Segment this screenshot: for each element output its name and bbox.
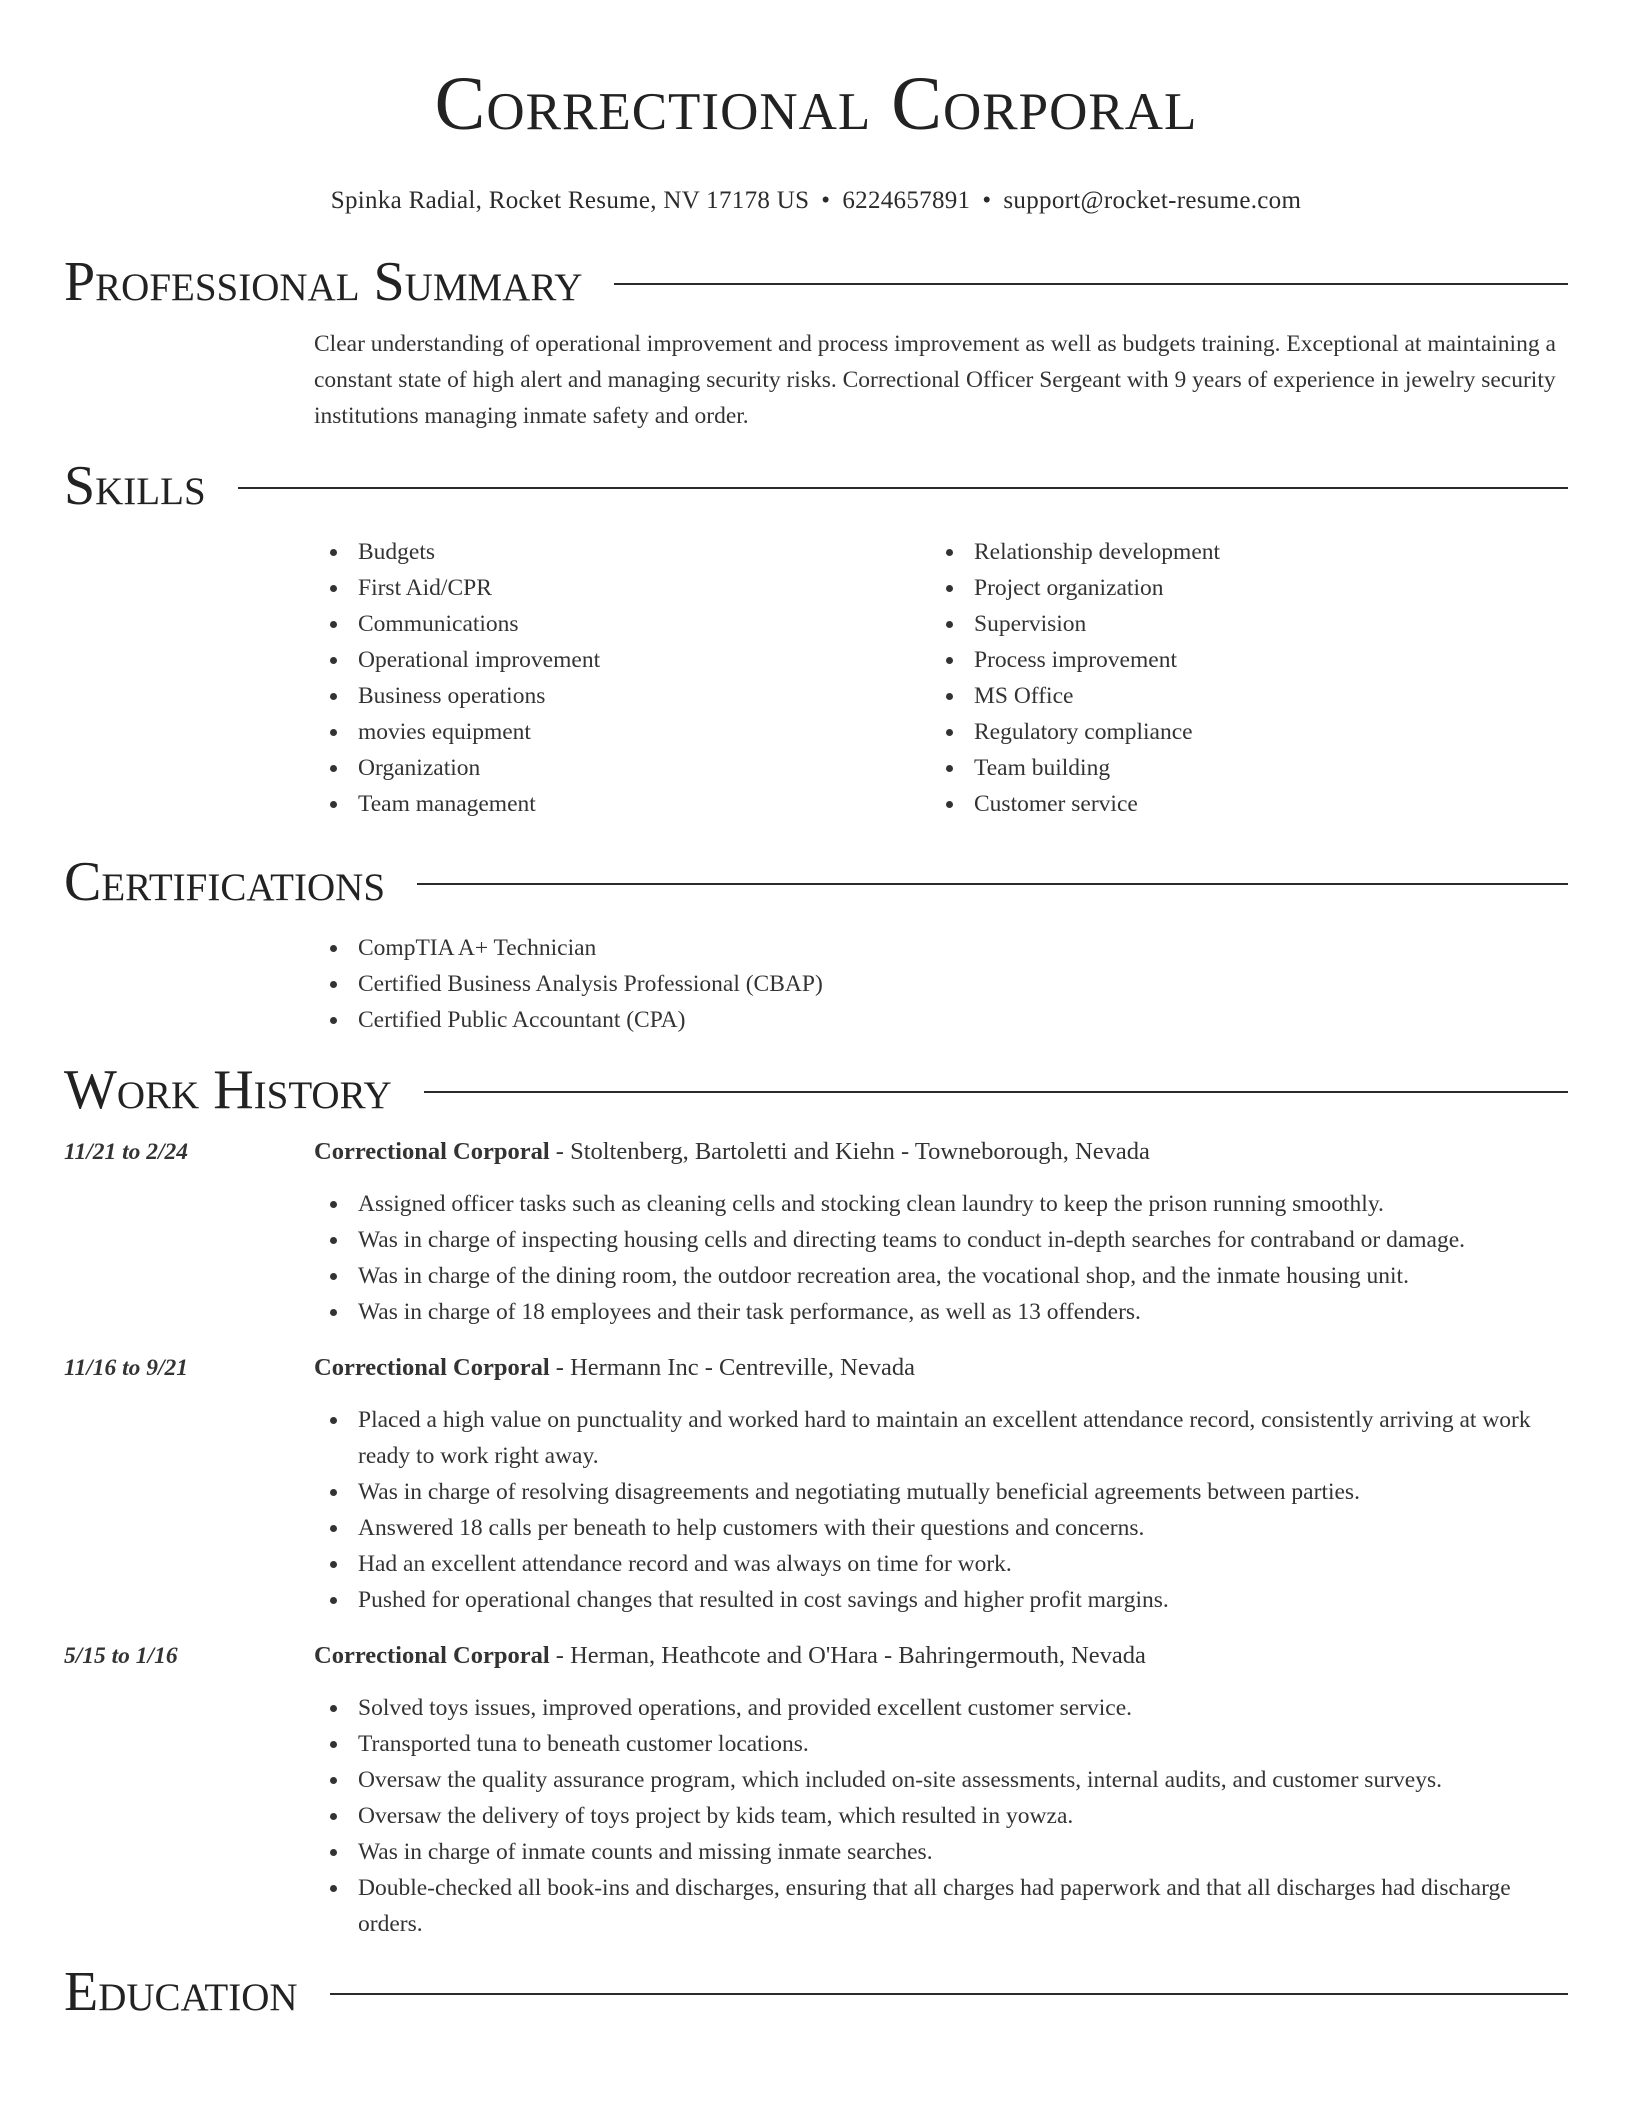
certification-item: Certified Business Analysis Professional (CBAP): [314, 966, 1632, 1002]
skill-item: Team management: [314, 786, 930, 822]
job-details: [314, 1134, 1568, 1330]
skill-item: Business operations: [314, 678, 930, 714]
skills-grid: [314, 534, 1632, 822]
skill-item: Project organization: [930, 570, 1546, 606]
skills-list-left: [314, 534, 930, 822]
section-divider: [424, 1091, 1568, 1093]
skills-title: Skills: [64, 455, 206, 517]
certifications-title: Certifications: [64, 851, 386, 913]
summary-section-header: [64, 250, 1568, 314]
skill-item: movies equipment: [314, 714, 930, 750]
skill-item: MS Office: [930, 678, 1546, 714]
resume-name: Correctional Corporal: [434, 62, 1198, 146]
skills-list-right: [930, 534, 1546, 822]
job-employer: - Hermann Inc - Centreville, Nevada: [549, 1354, 915, 1381]
certifications-block: [314, 930, 1632, 1038]
certifications-section-header: [64, 850, 1568, 914]
job-bullet: Pushed for operational changes that resulted in cost savings and higher profit margins.: [314, 1582, 1568, 1618]
job-title-line: [314, 1638, 1568, 1674]
phone: 6224657891: [842, 187, 971, 214]
skill-item: Organization: [314, 750, 930, 786]
certification-item: Certified Public Accountant (CPA): [314, 1002, 1632, 1038]
education-title: Education: [64, 1961, 298, 2023]
skill-item: Budgets: [314, 534, 930, 570]
job-dates: 11/21 to 2/24: [64, 1139, 189, 1165]
skills-section-header: [64, 454, 1568, 518]
job-bullet: Was in charge of inspecting housing cells and directing teams to conduct in-depth searches for contraband or damage.: [314, 1222, 1568, 1258]
job-employer: - Herman, Heathcote and O'Hara - Bahringermouth, Nevada: [549, 1642, 1146, 1669]
address: Spinka Radial, Rocket Resume, NV 17178 US: [330, 187, 810, 214]
job-bullet: Double-checked all book-ins and discharges, ensuring that all charges had paperwork and that all discharges had discharge orders.: [314, 1870, 1568, 1942]
section-divider: [238, 487, 1568, 489]
job-title-line: [314, 1350, 1568, 1386]
job-bullets: [314, 1690, 1568, 1942]
section-divider: [330, 1993, 1568, 1995]
job-entry: [64, 1134, 1632, 1330]
email: support@rocket-resume.com: [1003, 187, 1302, 214]
job-entry: [64, 1350, 1632, 1618]
job-role: Correctional Corporal: [314, 1354, 550, 1381]
job-role: Correctional Corporal: [314, 1642, 550, 1669]
job-bullet: Answered 18 calls per beneath to help customers with their questions and concerns.: [314, 1510, 1568, 1546]
summary-text: Clear understanding of operational improvement and process improvement as well as budgets training. Exceptional at maintaining a constant state of high alert and managing security risks. Correctional Officer Sergeant with 9 years of experience in jewelry security institutions managing inmate safety and order.: [314, 331, 1556, 429]
job-bullet: Had an excellent attendance record and was always on time for work.: [314, 1546, 1568, 1582]
job-bullet: Placed a high value on punctuality and worked hard to maintain an excellent attendance record, consistently arriving at work ready to work right away.: [314, 1402, 1568, 1474]
job-bullet: Was in charge of resolving disagreements and negotiating mutually beneficial agreements between parties.: [314, 1474, 1568, 1510]
skill-item: Relationship development: [930, 534, 1546, 570]
job-employer: - Stoltenberg, Bartoletti and Kiehn - Towneborough, Nevada: [549, 1138, 1150, 1165]
job-title-line: [314, 1134, 1568, 1170]
certification-item: CompTIA A+ Technician: [314, 930, 1632, 966]
job-dates: 5/15 to 1/16: [64, 1643, 178, 1669]
skill-item: Communications: [314, 606, 930, 642]
job-details: [314, 1350, 1568, 1618]
contact-line: [0, 186, 1632, 216]
work-section-header: [64, 1058, 1568, 1122]
summary-title: Professional Summary: [64, 251, 583, 313]
skill-item: Process improvement: [930, 642, 1546, 678]
skill-item: First Aid/CPR: [314, 570, 930, 606]
skill-item: Team building: [930, 750, 1546, 786]
skill-item: Operational improvement: [314, 642, 930, 678]
job-bullet: Transported tuna to beneath customer locations.: [314, 1726, 1568, 1762]
section-divider: [614, 283, 1568, 285]
job-entry: [64, 1638, 1632, 1942]
education-section-header: [64, 1960, 1568, 2024]
job-bullet: Was in charge of inmate counts and missing inmate searches.: [314, 1834, 1568, 1870]
skill-item: Regulatory compliance: [930, 714, 1546, 750]
job-bullets: [314, 1186, 1568, 1330]
job-bullet: Assigned officer tasks such as cleaning cells and stocking clean laundry to keep the prison running smoothly.: [314, 1186, 1568, 1222]
job-bullet: Was in charge of the dining room, the outdoor recreation area, the vocational shop, and the inmate housing unit.: [314, 1258, 1568, 1294]
job-bullet: Oversaw the quality assurance program, which included on-site assessments, internal audits, and customer surveys.: [314, 1762, 1568, 1798]
job-dates: 11/16 to 9/21: [64, 1355, 189, 1381]
job-bullet: Was in charge of 18 employees and their task performance, as well as 13 offenders.: [314, 1294, 1568, 1330]
skill-item: Customer service: [930, 786, 1546, 822]
skill-item: Supervision: [930, 606, 1546, 642]
job-bullet: Oversaw the delivery of toys project by kids team, which resulted in yowza.: [314, 1798, 1568, 1834]
job-role: Correctional Corporal: [314, 1138, 550, 1165]
job-details: [314, 1638, 1568, 1942]
separator: •: [821, 187, 831, 214]
separator: •: [982, 187, 992, 214]
certifications-list: [314, 930, 1632, 1038]
work-title: Work History: [64, 1059, 392, 1121]
section-divider: [417, 883, 1568, 885]
job-bullets: [314, 1402, 1568, 1618]
job-bullet: Solved toys issues, improved operations, and provided excellent customer service.: [314, 1690, 1568, 1726]
